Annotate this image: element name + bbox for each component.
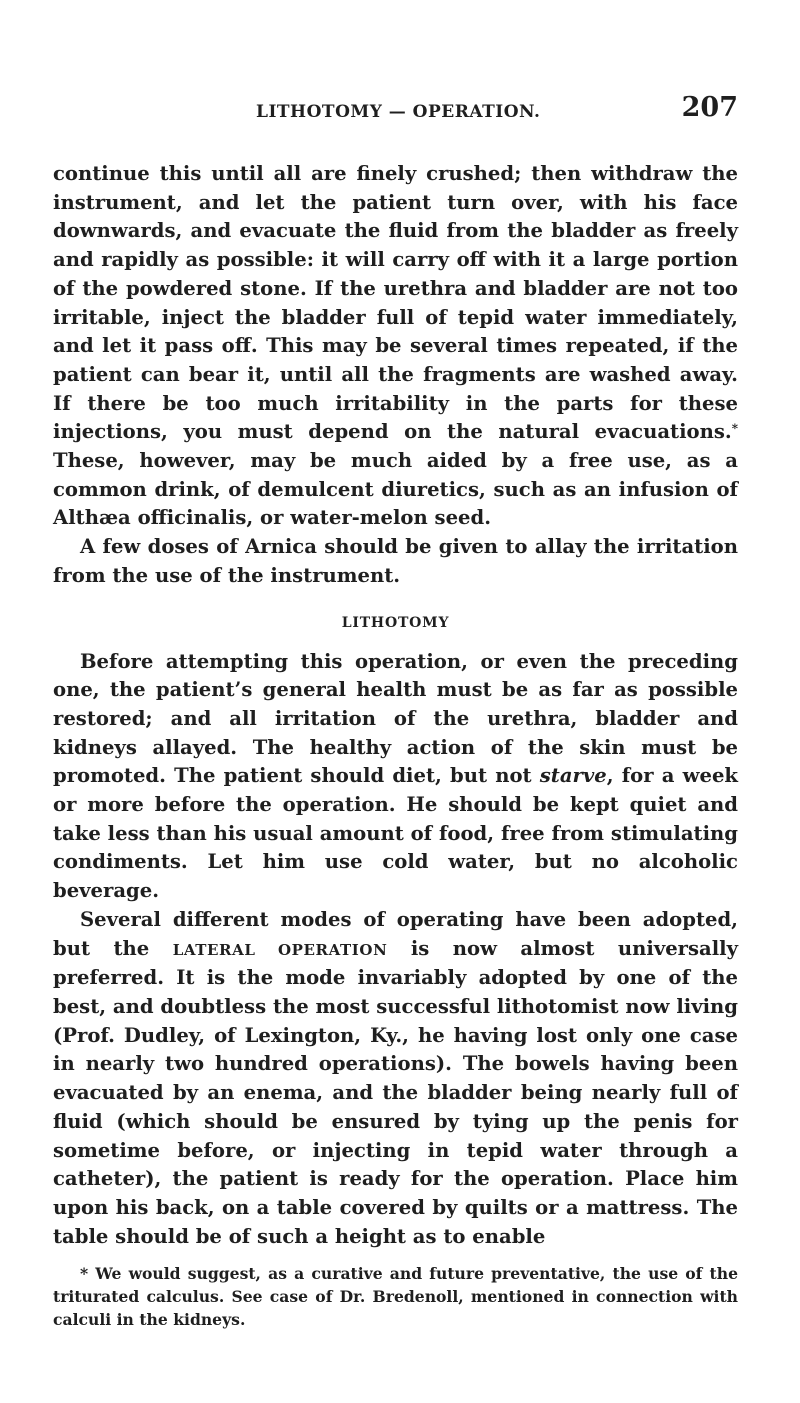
section-heading: LITHOTOMY [341, 614, 450, 631]
smallcaps-text: LATERAL OPERATION [172, 940, 388, 959]
running-head [53, 92, 738, 132]
paragraph-text: Several different modes of operating have been adopted, but the [53, 907, 738, 960]
paragraph [53, 906, 738, 1251]
body-text [53, 160, 738, 1251]
paragraph-text: continue this until all are finely crushed; then withdraw the instrument, and let the patient turn over, with his face downwards, and evacuate the fluid from the bladder as freely and rapidly as possible: it will carry off with it a large portion of the powdered stone. If the urethra and bladder are not too irritable, inject the bladder full of tepid water immediately, and let it pass off. This may be several times repeated, if the patient can bear it, until all the fragments are washed away. If there be too much irritability in the parts for these injections, you must depend on the natural evacuations. [53, 162, 738, 444]
paragraph-text-continued: These, however, may be much aided by a free use, as a common drink, of demulcent diuretics, such as an infusion of Althæa officinalis, or water-melon seed. [53, 449, 738, 530]
paragraph-text-continued: , for a week or more before the operation. He should be kept quiet and take less than his usual amount of food, free from stimulating condiments. Let him use cold water, but no alcoholic beverage. [53, 764, 738, 903]
paragraph [53, 160, 738, 533]
footnote [53, 1262, 738, 1331]
paragraph-text: Before attempting this operation, or even the preceding one, the patient’s general health must be as far as possible restored; and all irritation of the urethra, bladder and kidneys allayed. The healthy action of the skin must be promoted. The patient should diet, but not [53, 649, 738, 788]
emphasis-text: starve [539, 764, 607, 788]
running-title: LITHOTOMY — OPERATION. [256, 102, 541, 122]
page-number: 207 [681, 92, 738, 123]
footnote-marker: * [80, 1264, 89, 1284]
footnote-text: We would suggest, as a curative and future preventative, the use of the triturated calculus. See case of Dr. Bredenoll, mentioned in connection with calculi in the kidneys. [53, 1264, 738, 1330]
paragraph [53, 533, 738, 590]
paragraph [53, 648, 738, 906]
book-page [53, 92, 738, 1331]
paragraph-text-continued: is now almost universally preferred. It is the mode invariably adopted by one of the best, and doubtless the most successful lithotomist now living (Prof. Dudley, of Lexington, Ky., he having lost only one case in nearly two hundred operations). The bowels having been evacuated by an enema, and the bladder being nearly full of fluid (which should be ensured by tying up the penis for sometime before, or injecting in tepid water through a catheter), the patient is ready for the operation. Place him upon his back, on a table covered by quilts or a mattress. The table should be of such a height as to enable [53, 936, 739, 1248]
footnote-marker: * [731, 421, 738, 436]
paragraph-text: A few doses of Arnica should be given to allay the irritation from the use of the instrument. [53, 535, 738, 587]
